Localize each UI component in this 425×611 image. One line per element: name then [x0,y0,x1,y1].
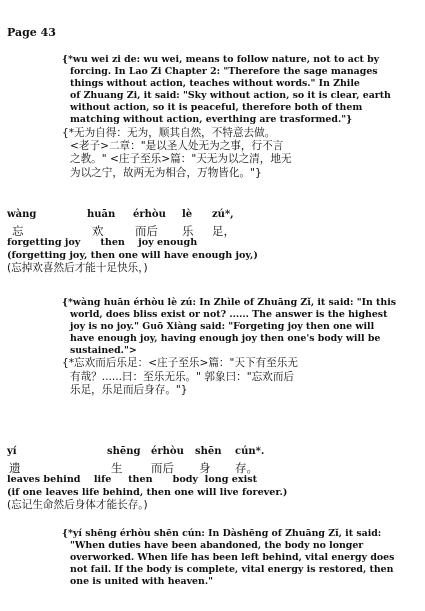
pinyin-word: yí [7,446,17,457]
pinyin-word: shēng [107,446,141,457]
hanzi-word: 忘 [12,224,24,238]
hanzi-word: 乐 [182,224,194,238]
annotation-leaving-life [62,528,420,588]
note-chinese-line: 有哉？......曰：至乐无乐。" 郭象曰："忘欢而后 [70,370,295,383]
gloss-line: leaves behind life then body long exist [7,474,258,485]
hanzi-line [7,460,422,474]
translation-line: (forgetting joy, then one will have enough joy,) [7,249,258,261]
note-line: sustained."> [70,345,137,357]
note-line: "When duties have been abandoned, the body no longer [70,540,364,552]
verse-forgetting-joy [7,209,422,276]
hanzi-word: 而后 [151,461,174,475]
annotation-wu-wei [62,54,420,180]
pinyin-word: shēn [195,446,222,457]
note-chinese-line: <老子>二章："是以圣人处无为之事，行不言 [70,139,284,152]
note-line: matching without action, everthing are trasformed."} [70,114,353,126]
note-chinese-line: 乐足，乐足而后身存。"} [70,384,188,397]
note-line: one is united with heaven." [70,576,213,588]
translation-line: (if one leaves life behind, then one will live forever.) [7,486,288,498]
hanzi-line [7,223,422,237]
pinyin-word: lè [182,209,193,220]
hanzi-word: 足， [212,224,235,238]
pinyin-word: zú*, [212,209,234,220]
gloss-line: forgetting joy then joy enough [7,237,198,248]
note-line: {*yí shēng érhòu shēn cún: In Dàshēng of Zhuāng Zǐ, it said: [62,528,382,539]
note-line: things without action, teaches without words." In Zhile [70,78,360,90]
note-line: forcing. In Lao Zi Chapter 2: "Therefore the sage manages [70,66,378,78]
hanzi-word: 欢 [92,224,104,238]
pinyin-word: érhòu [151,446,184,457]
note-chinese-line: {*无为自得：无为，顺其自然，不特意去做。 [62,126,276,139]
hanzi-word: 而后 [135,224,158,238]
pinyin-word: huān [87,209,116,220]
note-line: have enough joy, having enough joy then one's body will be [70,333,381,345]
note-line: without action, so it is peaceful, therefore both of them [70,102,363,114]
pinyin-word: wàng [7,209,37,220]
chinese-translation-line: (忘掉欢喜然后才能十足快乐，) [7,262,148,274]
note-line: {*wàng huān érhòu lè zú: In Zhìle of Zhuāng Zǐ, it said: "In this [62,297,397,308]
note-line: not fail. If the body is complete, vital energy is restored, then [70,564,394,576]
note-line: {*wu wei zi de: wu wei, means to follow nature, not to act by [62,54,380,65]
note-chinese-line: 为以之宁，故两无为相合，万物皆化。"} [70,166,262,179]
note-chinese-line: 之教。" <庄子至乐>篇："天无为以之清，地无 [70,153,292,166]
note-chinese-line: {*忘欢而后乐足：<庄子至乐>篇："天下有至乐无 [62,357,298,370]
note-line: of Zhuang Zi, it said: "Sky without action, so it is clear, earth [70,90,391,102]
hanzi-word: 存。 [235,461,258,475]
annotation-forgetting-joy [62,297,420,398]
note-line: world, does bliss exist or not? ...... The answer is the highest [70,309,388,321]
hanzi-word: 身 [199,461,211,475]
page-number: Page 43 [7,26,56,39]
note-line: joy is no joy." Guō Xiàng said: "Forgeting joy then one will [70,321,375,333]
hanzi-word: 生 [111,461,123,475]
chinese-translation-line: (忘记生命然后身体才能长存。) [7,499,148,511]
hanzi-word: 遗 [9,461,21,475]
note-line: overworked. When life has been left behind, vital energy does [70,552,395,564]
verse-leaving-life [7,446,422,513]
pinyin-word: érhòu [133,209,166,220]
pinyin-line [7,446,422,460]
pinyin-line [7,209,422,223]
pinyin-word: cún*. [235,446,265,457]
